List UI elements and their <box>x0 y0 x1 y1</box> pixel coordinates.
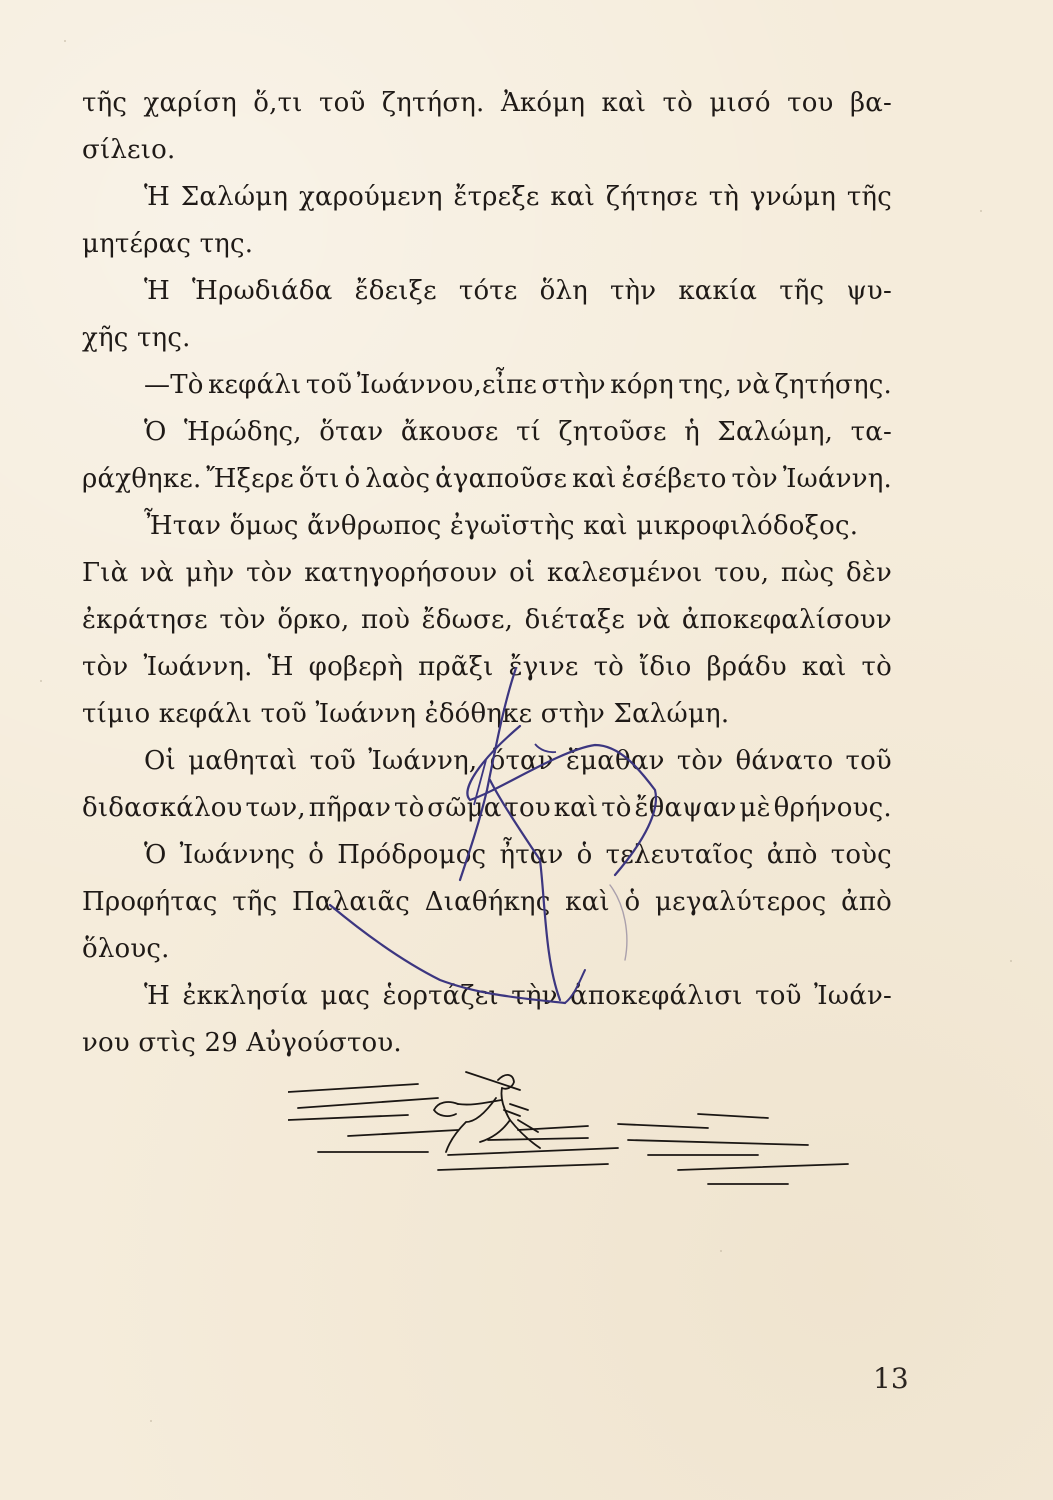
word: τὴν <box>511 981 558 1011</box>
word: ψυ- <box>846 276 892 306</box>
word: Ἰωάννης <box>179 840 296 870</box>
word: ὅταν <box>489 746 554 776</box>
word: του <box>504 793 551 823</box>
word: Ἰωάννη. <box>143 652 253 682</box>
text-line <box>82 738 892 785</box>
word: Ἰωάν- <box>814 981 892 1011</box>
word: τῆς <box>846 182 892 212</box>
word: νὰ <box>140 558 174 588</box>
word: φοβερὴ <box>308 652 404 682</box>
word: Σαλώμη <box>180 182 289 212</box>
word: ποὺ <box>360 605 411 635</box>
word: ἀπὸ <box>766 840 818 870</box>
text-line <box>82 550 892 597</box>
word: ζήτησε <box>605 182 698 212</box>
word: τὸ <box>393 793 425 823</box>
word: τὸ <box>593 652 624 682</box>
word: ἔμαθαν <box>566 746 665 776</box>
text-line <box>82 832 892 879</box>
word: τοῦ <box>319 88 366 118</box>
word: τὸν <box>246 558 293 588</box>
word: τῆς <box>232 887 278 917</box>
word: Παλαιᾶς <box>292 887 411 917</box>
word: καλεσμένοι <box>547 558 703 588</box>
word: κόρη <box>610 370 674 400</box>
word: Ἀκόμη <box>500 88 586 118</box>
text-line <box>82 174 892 221</box>
word: τὸ <box>861 652 892 682</box>
word: ζητήσης. <box>774 370 892 400</box>
text-line <box>82 973 892 1020</box>
word: ὁ <box>344 464 361 494</box>
word: γνώμη <box>749 182 836 212</box>
word: τότε <box>458 276 518 306</box>
word: τὴν <box>609 276 657 306</box>
word: νὰ <box>636 605 671 635</box>
word: τοῦ <box>845 746 892 776</box>
word: τὸ <box>601 793 632 823</box>
text-line <box>82 644 892 691</box>
word: ὁ <box>624 887 641 917</box>
word: πὼς <box>780 558 835 588</box>
text-line: νου στὶς 29 Αὐγούστου. <box>82 1028 402 1058</box>
word: ὁ <box>308 840 325 870</box>
word: τὸν <box>731 464 778 494</box>
word: ράχθηκε. <box>82 464 202 494</box>
paper-speck <box>150 1420 152 1422</box>
paper-speck <box>64 40 66 42</box>
word: Σαλώμη, <box>717 417 834 447</box>
word: Ἰωάννου,εἶπε <box>356 370 538 400</box>
word: ὅ,τι <box>253 88 303 118</box>
word: διέταξε <box>524 605 626 635</box>
word: καὶ <box>572 464 617 494</box>
word: διδασκάλου <box>82 793 243 823</box>
word: κατηγορήσουν <box>304 558 498 588</box>
word: καὶ <box>550 182 595 212</box>
word: ὅλη <box>539 276 588 306</box>
word: ἔγινε <box>508 652 579 682</box>
word: ἡ <box>684 417 700 447</box>
word: βα- <box>850 88 892 118</box>
word: τοῦ <box>755 981 802 1011</box>
text-line: ὅλους. <box>82 934 170 964</box>
word: ὅταν <box>319 417 384 447</box>
word: τῆς <box>779 276 825 306</box>
word: στὴν <box>541 370 606 400</box>
word: μισό <box>709 88 771 118</box>
text-line <box>82 409 892 456</box>
page-number: 13 <box>873 1362 909 1395</box>
text-line: μητέρας της. <box>82 229 254 259</box>
word: Διαθήκης <box>424 887 551 917</box>
word: καὶ <box>553 793 599 823</box>
word: τοῦ <box>309 746 357 776</box>
word: καὶ <box>801 652 847 682</box>
text-line <box>82 597 892 644</box>
text-line <box>82 268 892 315</box>
word: Ὁ <box>144 417 167 447</box>
word: Ἡ <box>267 652 294 682</box>
text-line: σίλειο. <box>82 135 176 165</box>
word: καὶ <box>601 88 647 118</box>
text-line <box>82 785 892 832</box>
word: ἀποκεφάλισι <box>570 981 743 1011</box>
word: μὴν <box>185 558 235 588</box>
text-line <box>82 456 892 503</box>
word: ἄκουσε <box>400 417 499 447</box>
word: Ἡ <box>144 276 170 306</box>
word: κακία <box>678 276 758 306</box>
word: της, <box>678 370 732 400</box>
text-line: τίμιο κεφάλι τοῦ Ἰωάννη ἐδόθηκε στὴν Σαλώμη. <box>82 699 730 729</box>
word: Γιὰ <box>82 558 129 588</box>
word: ἀπὸ <box>841 887 892 917</box>
word: ἔθαψαν <box>634 793 737 823</box>
text-line <box>82 362 892 409</box>
word: θρήνους. <box>773 793 892 823</box>
word: νὰ <box>736 370 771 400</box>
word: ἔδειξε <box>354 276 437 306</box>
word: πρᾶξι <box>418 652 494 682</box>
word: Ἡ <box>144 981 170 1011</box>
word: ἔτρεξε <box>453 182 540 212</box>
word: τὸν <box>676 746 724 776</box>
word: θάνατο <box>735 746 834 776</box>
text-line: χῆς της. <box>82 323 191 353</box>
word: ἴδιο <box>639 652 692 682</box>
word: ἀγαποῦσε <box>435 464 568 494</box>
word: Πρόδρομος <box>337 840 487 870</box>
word: τα- <box>850 417 892 447</box>
word: τῆς <box>82 88 128 118</box>
word: Ὁ <box>144 840 167 870</box>
word: οἱ <box>509 558 536 588</box>
word: τοῦ <box>305 370 353 400</box>
word: τί <box>516 417 542 447</box>
word: Ἤξερε <box>206 464 294 494</box>
word: μαθηταὶ <box>188 746 298 776</box>
text-line: Ἦταν ὅμως ἄνθρωπος ἐγωϊστὴς καὶ μικροφιλόδοξος. <box>144 511 859 541</box>
word: τελευταῖος <box>605 840 754 870</box>
word: του <box>787 88 834 118</box>
word: τὸν <box>82 652 129 682</box>
word: Προφήτας <box>82 887 218 917</box>
word: μας <box>320 981 371 1011</box>
word: τὸ <box>662 88 693 118</box>
text-line <box>82 879 892 926</box>
body-text <box>82 80 892 1067</box>
word: ἑορτάζει <box>382 981 499 1011</box>
word: καὶ <box>565 887 610 917</box>
word: ἀποκεφαλίσουν <box>681 605 892 635</box>
word: —Τὸ <box>144 370 204 400</box>
paper-speck <box>980 210 982 212</box>
word: Ἰωάννη. <box>782 464 892 494</box>
paper-speck <box>720 1250 722 1252</box>
word: τὴ <box>708 182 740 212</box>
word: τοὺς <box>830 840 892 870</box>
word: χαρούμενη <box>298 182 443 212</box>
word: του, <box>714 558 770 588</box>
word: ὅτι <box>298 464 340 494</box>
word: ἐσέβετο <box>621 464 727 494</box>
text-line <box>82 80 892 127</box>
word: ὁ <box>576 840 593 870</box>
word: ἔδωσε, <box>421 605 514 635</box>
word: ἐκκλησία <box>182 981 309 1011</box>
word: των, <box>245 793 306 823</box>
word: Οἱ <box>144 746 176 776</box>
woodcut-illustration <box>288 1060 858 1210</box>
word: Ἡρώδης, <box>184 417 302 447</box>
word: ἐκράτησε <box>82 605 208 635</box>
paper-speck <box>40 680 42 682</box>
word: χαρίση <box>143 88 237 118</box>
word: ζητήση. <box>381 88 485 118</box>
word: τὸν <box>219 605 266 635</box>
word: σῶμα <box>427 793 502 823</box>
word: ἦταν <box>499 840 564 870</box>
word: λαὸς <box>365 464 431 494</box>
word: Ἡ <box>144 182 170 212</box>
word: ὅρκο, <box>277 605 350 635</box>
word: δὲν <box>845 558 892 588</box>
word: βράδυ <box>706 652 787 682</box>
word: μὲ <box>739 793 771 823</box>
word: Ἡρωδιάδα <box>192 276 333 306</box>
word: μεγαλύτερος <box>655 887 827 917</box>
word: πῆραν <box>308 793 392 823</box>
word: Ἰωάννη, <box>368 746 478 776</box>
word: κεφάλι <box>208 370 302 400</box>
word: ζητοῦσε <box>558 417 667 447</box>
paper-speck <box>1010 960 1012 962</box>
